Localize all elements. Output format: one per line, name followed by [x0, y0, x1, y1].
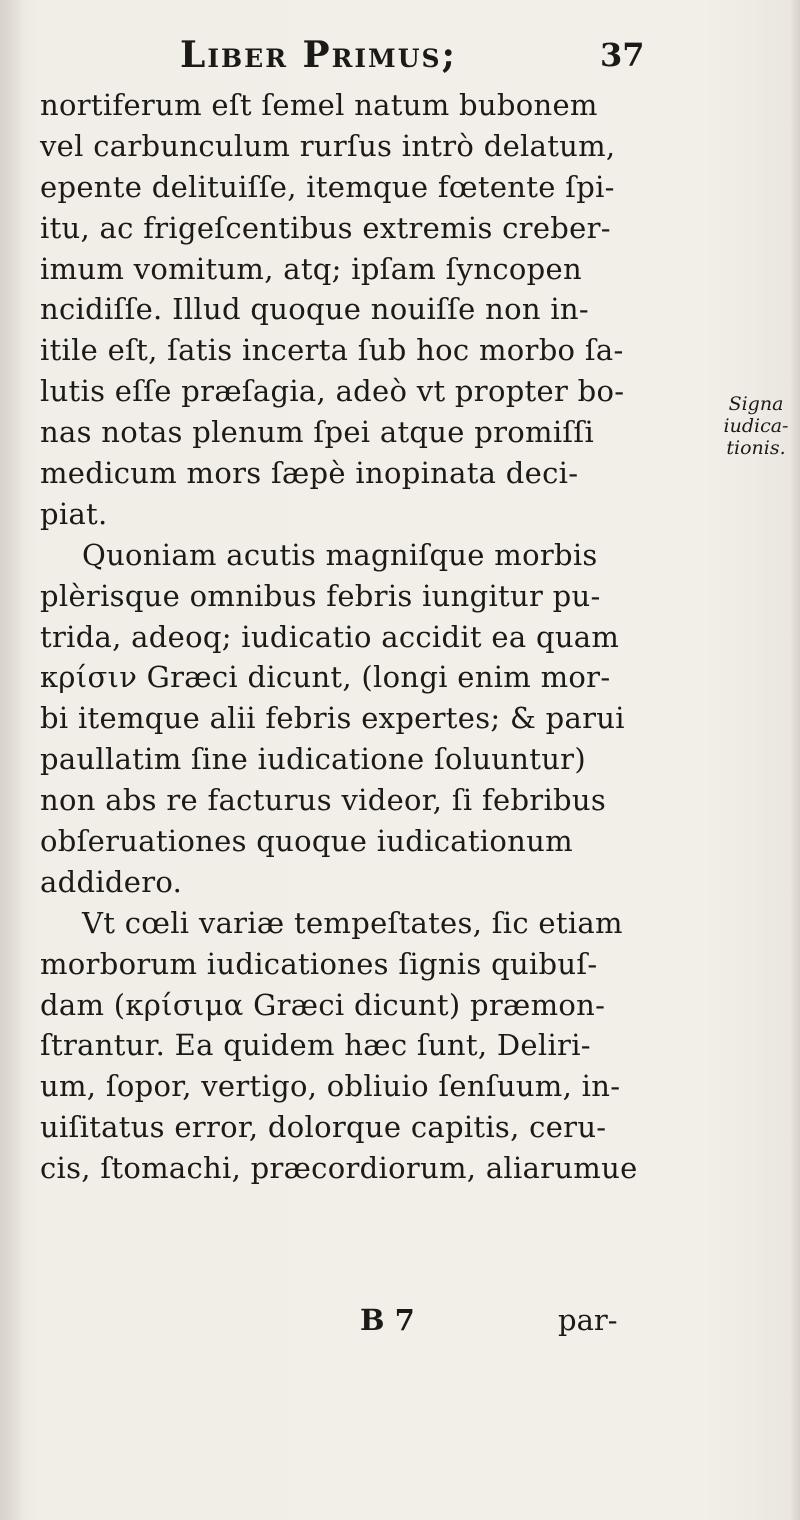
marginal-note-line: Signa: [728, 393, 784, 415]
text-line: uiſitatus error, dolorque capitis, ceru-: [40, 1110, 607, 1145]
text-line: um, ſopor, vertigo, obliuio ſenſuum, in-: [40, 1069, 621, 1104]
marginal-note-line: iudica-: [723, 415, 789, 437]
signature-line: [0, 1303, 800, 1343]
text-line: nortiferum eſt ſemel natum bubonem: [40, 88, 598, 122]
text-line: addidero.: [40, 864, 183, 899]
marginal-note-line: tionis.: [726, 437, 786, 459]
text-line: ncidiſſe. Illud quoque nouiſſe non in-: [40, 292, 590, 327]
text-line: cis, ſtomachi, præcordiorum, aliarumue: [40, 1151, 638, 1186]
text-line: lutis eſſe præſagia, adeò vt propter bo-: [40, 374, 625, 409]
text-line: κρίσιν Græci dicunt, (longi enim mor-: [40, 660, 611, 695]
text-line: morborum iudicationes ſignis quibuſ-: [40, 946, 598, 981]
text-line: paullatim ſine iudicatione ſoluuntur): [40, 742, 586, 777]
text-line: trida, adeoq; iudicatio accidit ea quam: [40, 619, 620, 654]
catchword: par-: [558, 1303, 618, 1337]
paragraph-start-line: Quoniam acutis magniſque morbis: [82, 537, 598, 572]
marginal-note: [712, 393, 800, 459]
text-line: piat.: [40, 496, 108, 531]
text-line: itu, ac frigeſcentibus extremis creber-: [40, 210, 611, 245]
text-line: plèrisque omnibus febris iungitur pu-: [40, 578, 601, 613]
running-head-title: Liber Primus;: [180, 34, 457, 76]
text-line: nas notas plenum ſpei atque promiſſi: [40, 415, 595, 450]
text-line: obſeruationes quoque iudicationum: [40, 824, 573, 859]
text-line: non abs re facturus videor, ſi febribus: [40, 783, 607, 818]
gutter-shadow: [0, 0, 24, 1520]
text-line: ſtrantur. Ea quidem hæc ſunt, Deliri-: [40, 1028, 591, 1063]
text-line: imum vomitum, atq; ipſam ſyncopen: [40, 251, 582, 286]
body-text: [40, 85, 720, 1189]
text-line: bi itemque alii febris expertes; & parui: [40, 701, 625, 736]
text-line: itile eſt, ſatis incerta ſub hoc morbo ſa-: [40, 333, 624, 368]
text-line: vel carbunculum rurſus intrò delatum,: [40, 128, 616, 163]
text-line: dam (κρίσιμα Græci dicunt) præmon-: [40, 987, 606, 1022]
text-line: epente delituiſſe, itemque fœtente ſpi-: [40, 169, 615, 204]
running-head: [0, 28, 800, 78]
paragraph-start-line: Vt cœli variæ tempeſtates, ſic etiam: [82, 905, 623, 940]
text-line: medicum mors ſæpè inopinata deci-: [40, 456, 579, 491]
page-edge: [790, 0, 800, 1520]
signature-mark: B 7: [360, 1303, 415, 1337]
page-number: 37: [600, 36, 645, 74]
